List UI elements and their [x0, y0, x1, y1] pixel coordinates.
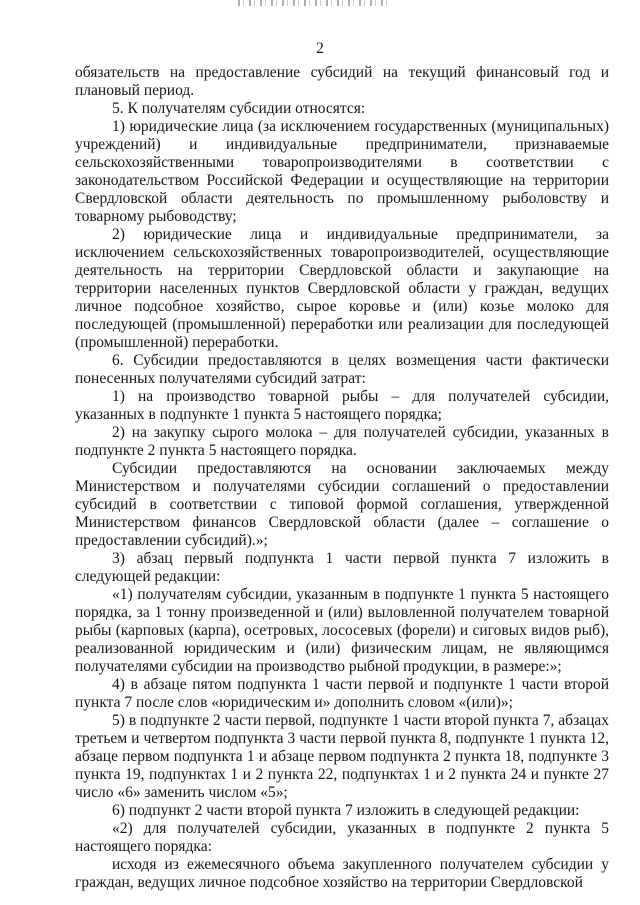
paragraph: 1) на производство товарной рыбы – для получателей субсидии, указанных в подпункте 1 пункта 5 настоящего порядка; — [75, 388, 609, 423]
paragraph: 6. Субсидии предоставляются в целях возмещения части фактически понесенных получателями субсидий затрат: — [75, 352, 609, 387]
document-body — [75, 64, 609, 892]
paragraph: 1) юридические лица (за исключением государственных (муниципальных) учреждений) и индивидуальные предприниматели, признаваемые сельскохозяйственными товаропроизводителями в соответствии с законодательством Российской Федерации и осуществляющие на территории Свердловской области деятельность по промышленному рыболовству и товарному рыбоводству; — [75, 118, 609, 225]
paragraph: 5. К получателям субсидии относятся: — [112, 100, 366, 117]
paragraph: обязательств на предоставление субсидий на текущий финансовый год и плановый период. — [75, 64, 609, 99]
page-number: 2 — [316, 40, 324, 57]
paragraph: 3) абзац первый подпункта 1 части первой пункта 7 изложить в следующей редакции: — [75, 550, 609, 585]
paragraph: исходя из ежемесячного объема закупленного получателем субсидии у граждан, ведущих личное подсобное хозяйство на территории Свердловской — [75, 856, 609, 891]
paragraph: «2) для получателей субсидии, указанных в подпункте 2 пункта 5 настоящего порядка: — [75, 820, 609, 855]
paragraph: 2) на закупку сырого молока – для получателей субсидии, указанных в подпункте 2 пункта 5 настоящего порядка. — [75, 424, 609, 459]
paragraph: 4) в абзаце пятом подпункта 1 части первой и подпункте 1 части второй пункта 7 после слов «юридическим и» дополнить словом «(или)»; — [75, 676, 609, 711]
paragraph: «1) получателям субсидии, указанным в подпункте 1 пункта 5 настоящего порядка, за 1 тонну произведенной и (или) выловленной получателем товарной рыбы (карповых (карпа), осетровых, лососевых (форели) и сиговых видов рыб), реализованной юридическим и (или) физическим лицам, не являющимся получателями субсидии на производство рыбной продукции, в размере:»; — [75, 586, 609, 675]
paragraph: 5) в подпункте 2 части первой, подпункте 1 части второй пункта 7, абзацах третьем и четвертом подпункта 3 части первой пункта 8, подпункте 1 пункта 12, абзаце первом подпункта 1 и абзаце первом подпункта 2 пункта 18, подпункте 3 пункта 19, подпунктах 1 и 2 пункта 22, подпунктах 1 и 2 пункта 24 и пункте 27 число «6» заменить числом «5»; — [75, 712, 609, 801]
paragraph: 2) юридические лица и индивидуальные предприниматели, за исключением сельскохозяйственных товаропроизводителей, осуществляющие деятельность на территории Свердловской области и закупающие на территории населенных пунктов Свердловской области у граждан, ведущих личное подсобное хозяйство, сырое коровье и (или) козье молоко для последующей (промышленной) переработки или реализации для последующей (промышленной) переработки. — [75, 226, 609, 351]
scan-artifact — [238, 0, 388, 6]
paragraph: Субсидии предоставляются на основании заключаемых между Министерством и получателями субсидии соглашений о предоставлении субсидий в соответствии с типовой формой соглашения, утвержденной Министерством финансов Свердловской области (далее – соглашение о предоставлении субсидий).»; — [75, 460, 609, 549]
paragraph: 6) подпункт 2 части второй пункта 7 изложить в следующей редакции: — [112, 802, 580, 819]
